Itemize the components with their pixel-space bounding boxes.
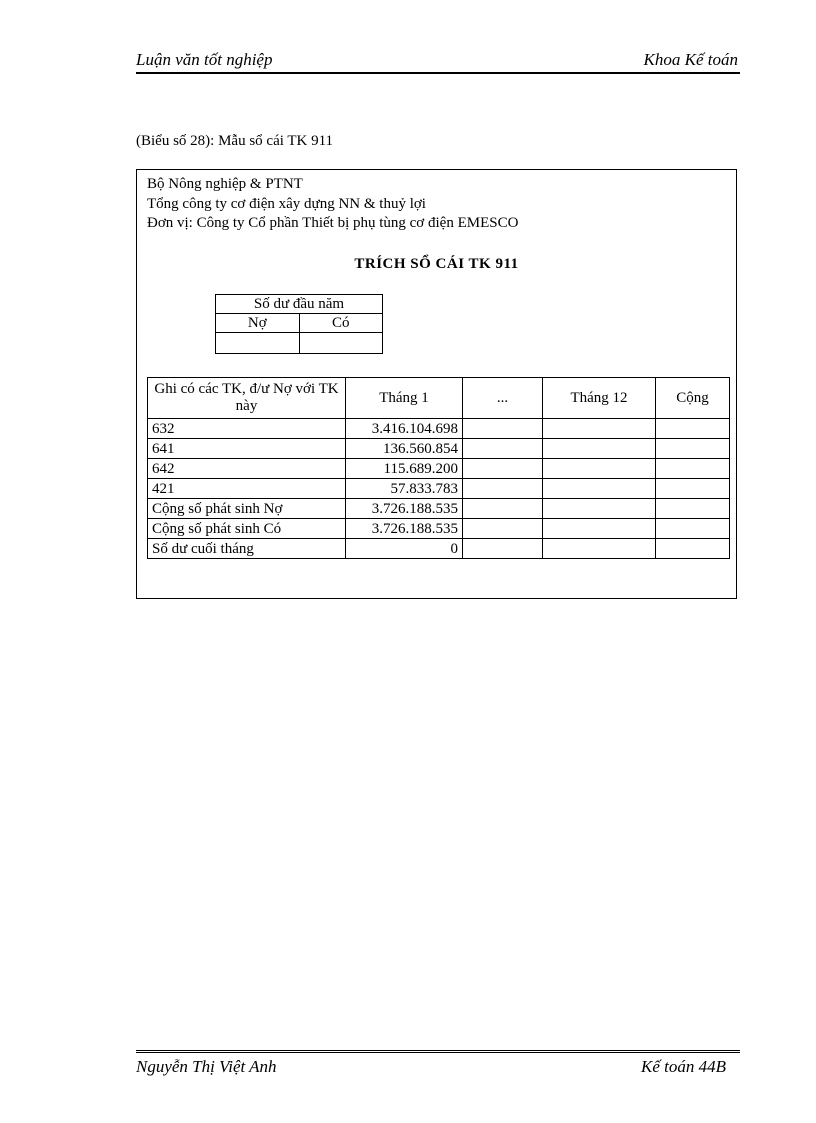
col-month12-header: Tháng 12 [543,378,656,419]
opening-credit-header: Có [299,314,383,333]
opening-balance-label: Số dư đầu năm [216,295,383,314]
figure-caption: (Biểu số 28): Mẫu sổ cái TK 911 [136,133,334,149]
row-account: 642 [148,459,346,479]
row-month1: 0 [346,539,463,559]
row-month1: 57.833.783 [346,479,463,499]
header-department: Khoa Kế toán [643,50,738,69]
row-account: 632 [148,419,346,439]
row-account: Cộng số phát sinh Nợ [148,499,346,519]
col-account-header: Ghi có các TK, đ/ư Nợ với TK này [148,378,346,419]
opening-debit-value [216,333,300,354]
col-month1-header: Tháng 1 [346,378,463,419]
table-row [148,439,730,459]
row-month1: 3.416.104.698 [346,419,463,439]
table-row [148,459,730,479]
opening-balance-table [215,294,383,354]
table-row [148,519,730,539]
row-account: 421 [148,479,346,499]
opening-debit-header: Nợ [216,314,300,333]
footer-author: Nguyễn Thị Việt Anh [136,1057,277,1076]
org-ministry: Bộ Nông nghiệp & PTNT [147,176,303,192]
row-month1: 3.726.188.535 [346,499,463,519]
table-row [148,539,730,559]
page-footer [136,1050,740,1076]
header-thesis-title: Luận văn tốt nghiệp [136,50,273,69]
row-month1: 136.560.854 [346,439,463,459]
ledger-title: TRÍCH SỔ CÁI TK 911 [354,256,519,272]
table-row [148,419,730,439]
org-unit: Đơn vị: Công ty Cổ phần Thiết bị phụ tùng cơ điện EMESCO [147,215,519,231]
col-ellipsis-header: ... [463,378,543,419]
row-account: Cộng số phát sinh Có [148,519,346,539]
footer-class: Kế toán 44B [641,1057,726,1076]
page-header [136,50,740,74]
org-corporation: Tổng công ty cơ điện xây dựng NN & thuỷ lợi [147,196,426,212]
table-row [148,479,730,499]
table-row [148,499,730,519]
ledger-form [136,169,737,599]
ledger-header-row [148,378,730,419]
opening-credit-value [299,333,383,354]
row-account: 641 [148,439,346,459]
col-total-header: Cộng [656,378,730,419]
row-account: Số dư cuối tháng [148,539,346,559]
row-month1: 3.726.188.535 [346,519,463,539]
ledger-table [147,377,730,559]
row-month1: 115.689.200 [346,459,463,479]
